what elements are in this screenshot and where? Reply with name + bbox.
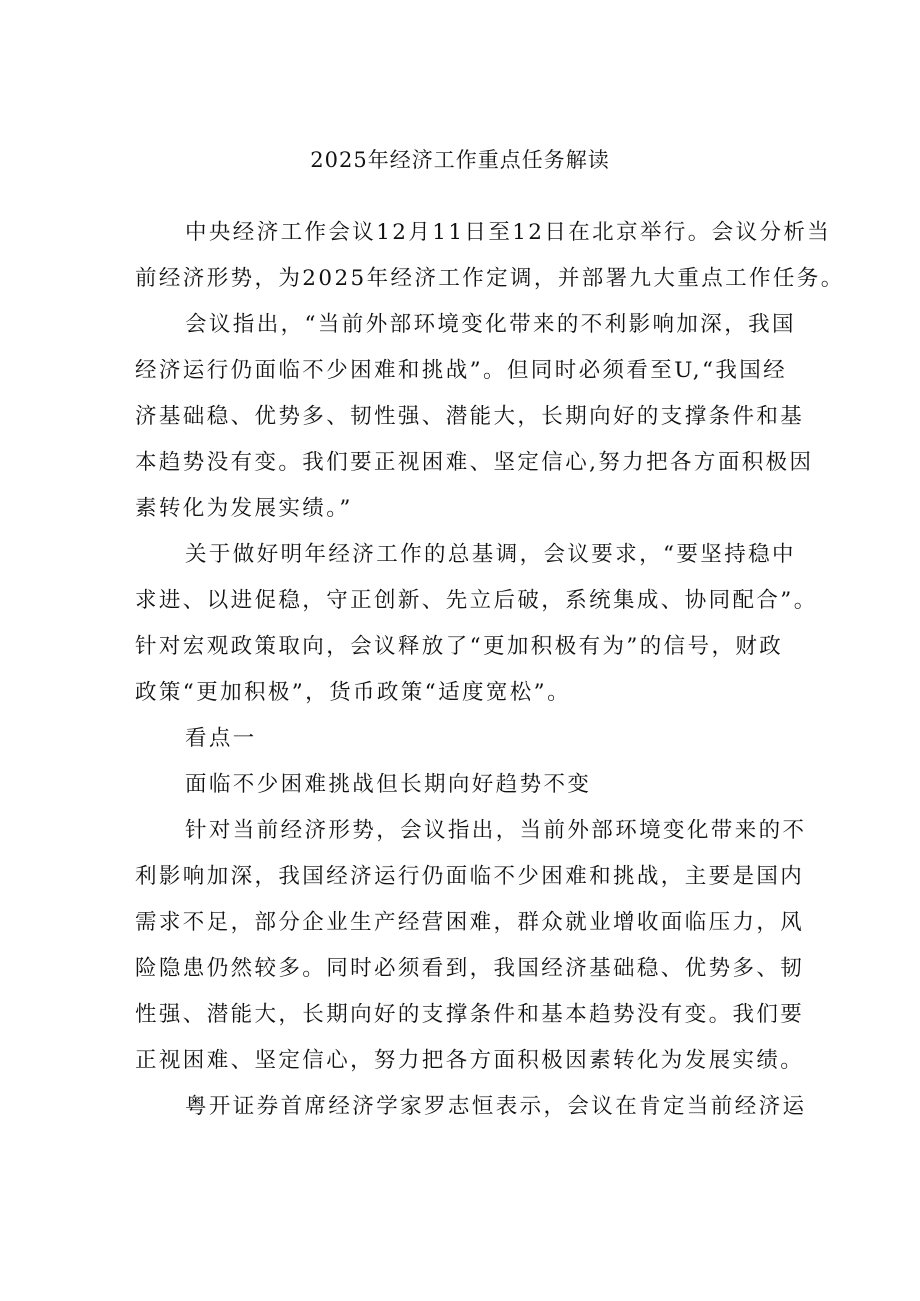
text-line: 针对当前经济形势，会议指出，当前外部环境变化带来的不 — [185, 818, 807, 843]
document-title: 2025年经济工作重点任务解读 — [310, 148, 610, 172]
text-line: 粤开证券首席经济学家罗志恒表示，会议在肯定当前经济运 — [185, 1094, 807, 1119]
text-line: 前经济形势，为2025年经济工作定调，并部署九大重点工作任务。 — [135, 266, 845, 291]
text-line: 本趋势没有变。我们要正视困难、坚定信心,努力把各方面积极因 — [135, 450, 814, 475]
document-body — [135, 210, 845, 1130]
section-heading: 看点一 — [185, 726, 257, 751]
text-line: 正视困难、坚定信心，努力把各方面积极因素转化为发展实绩。 — [135, 1048, 805, 1073]
text-line: 素转化为发展实绩。” — [135, 496, 353, 521]
text-line: 利影响加深，我国经济运行仍面临不少困难和挑战，主要是国内 — [135, 864, 805, 889]
text-line: 险隐患仍然较多。同时必须看到，我国经济基础稳、优势多、韧 — [135, 956, 805, 981]
text-line: 关于做好明年经济工作的总基调，会议要求，“要坚持稳中 — [185, 542, 796, 567]
section-subheading: 面临不少困难挑战但长期向好趋势不变 — [185, 772, 592, 797]
text-line: 中央经济工作会议12月11日至12日在北京举行。会议分析当 — [185, 220, 832, 245]
text-line: 求进、以进促稳，守正创新、先立后破，系统集成、协同配合”。 — [135, 588, 818, 613]
text-line: 经济运行仍面临不少困难和挑战”。但同时必须看至U,“我国经 — [135, 358, 788, 383]
text-line: 政策“更加积极”，货币政策“适度宽松”。 — [135, 680, 571, 705]
text-line: 济基础稳、优势多、韧性强、潜能大，长期向好的支撑条件和基 — [135, 404, 805, 429]
text-line: 会议指出，“当前外部环境变化带来的不利影响加深，我国 — [185, 312, 796, 337]
text-line: 需求不足，部分企业生产经营困难，群众就业增收面临压力，风 — [135, 910, 805, 935]
text-line: 性强、潜能大，长期向好的支撑条件和基本趋势没有变。我们要 — [135, 1002, 805, 1027]
text-line: 针对宏观政策取向，会议释放了“更加积极有为”的信号，财政 — [135, 634, 784, 659]
